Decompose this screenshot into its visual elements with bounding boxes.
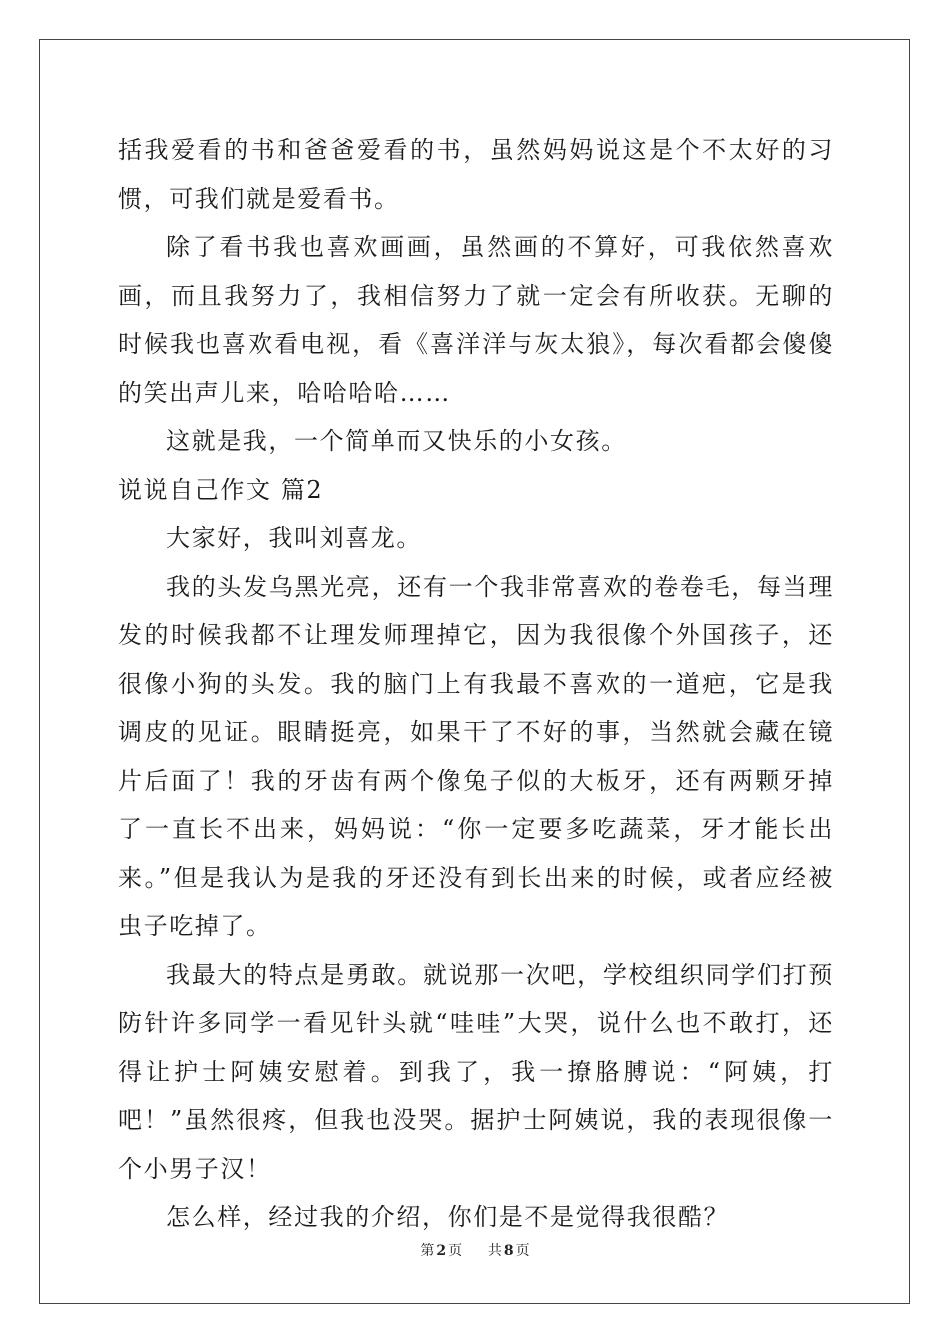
document-body [118,126,834,1242]
total-indicator [486,1243,532,1259]
paragraph-5: 我的头发乌黑光亮，还有一个我非常喜欢的卷卷毛，每当理发的时候我都不让理发师理掉它，因为我很像个外国孩子，还很像小狗的头发。我的脑门上有我最不喜欢的一道疤，它是我调皮的见证。眼睛挺亮，如果干了不好的事，当然就会藏在镜片后面了！我的牙齿有两个像兔子似的大板牙，还有两颗牙掉了一直长不出来，妈妈说：“你一定要多吃蔬菜，牙才能长出来。”但是我认为是我的牙还没有到长出来的时候，或者应经被虫子吃掉了。 [118,572,834,940]
paragraph-3: 这就是我，一个简单而又快乐的小女孩。 [166,427,627,455]
paragraph-6: 我最大的特点是勇敢。就说那一次吧，学校组织同学们打预防针许多同学一看见针头就“哇哇”大哭，说什么也不敢打，还得让护士阿姨安慰着。到我了，我一撩胳膊说：“阿姨，打吧！”虽然很疼，但我也没哭。据护士阿姨说，我的表现很像一个小男子汉！ [118,960,834,1183]
page-number: 2 [436,1243,447,1259]
page-suffix: 页 [448,1243,463,1259]
paragraph-1: 括我爱看的书和爸爸爱看的书，虽然妈妈说这是个不太好的习惯，可我们就是爱看书。 [118,136,834,213]
paragraph-2: 除了看书我也喜欢画画，虽然画的不算好，可我依然喜欢画，而且我努力了，我相信努力了就一定会有所收获。无聊的时候我也喜欢看电视，看《喜洋洋与灰太狼》，每次看都会傻傻的笑出声儿来，哈哈哈哈…… [118,233,834,407]
section-heading: 说说自己作文 篇2 [118,475,324,504]
total-pages: 8 [503,1243,514,1259]
page-prefix: 第 [420,1243,435,1259]
total-prefix: 共 [487,1243,502,1259]
page-footer [0,1240,950,1260]
paragraph-4: 大家好，我叫刘喜龙。 [166,524,422,552]
paragraph-7: 怎么样，经过我的介绍，你们是不是觉得我很酷？ [166,1203,730,1231]
page-indicator [418,1243,464,1259]
total-suffix: 页 [515,1243,530,1259]
